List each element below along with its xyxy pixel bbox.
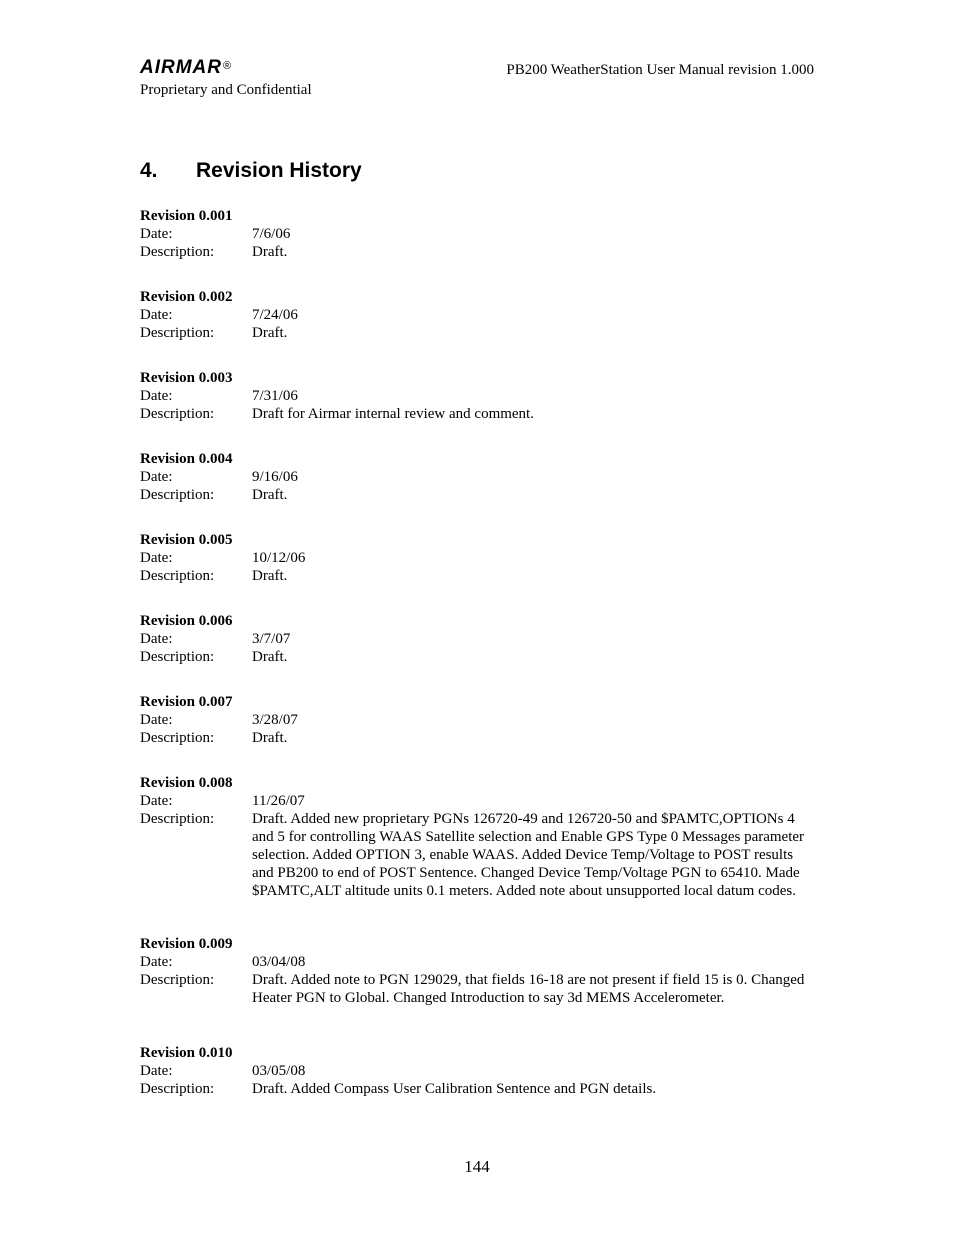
revision-entry [140, 1044, 814, 1098]
revision-description: Draft. Added new proprietary PGNs 126720-49 and 126720-50 and $PAMTC,OPTIONs 4 and 5 for controlling WAAS Satellite selection and Enable GPS Type 0 Messages parameter selection. Added OPTION 3, enable WAAS. Added Device Temp/Voltage to POST results and PB200 to end of POST Sentence. Changed Device Temp/Voltage PGN to 65410. Made $PAMTC,ALT altitude units 0.1 meters. Added note about unsupported local datum codes. [252, 811, 805, 899]
revision-title: Revision 0.005 [140, 532, 233, 548]
description-label: Description: [140, 325, 215, 341]
revision-date-row [140, 549, 814, 567]
revision-description-row [140, 324, 814, 342]
revision-date-row [140, 225, 814, 243]
revision-date: 3/7/07 [252, 631, 291, 647]
description-label: Description: [140, 406, 215, 422]
revision-description: Draft. [252, 649, 288, 665]
section-number: 4. [140, 159, 158, 182]
revision-title: Revision 0.006 [140, 613, 233, 629]
revision-title: Revision 0.009 [140, 936, 233, 952]
revision-entry [140, 612, 814, 666]
revision-date-row [140, 953, 814, 971]
revision-date-row [140, 792, 814, 810]
revision-description-row [140, 810, 814, 900]
date-label: Date: [140, 1063, 173, 1079]
date-label: Date: [140, 550, 173, 566]
revision-date-row [140, 306, 814, 324]
date-label: Date: [140, 712, 173, 728]
revision-description-row [140, 1080, 814, 1098]
revision-title: Revision 0.004 [140, 451, 233, 467]
revision-entry [140, 531, 814, 585]
revision-date-row [140, 1062, 814, 1080]
revision-date-row [140, 711, 814, 729]
revision-entry [140, 288, 814, 342]
revision-entry [140, 369, 814, 423]
section-title: Revision History [196, 159, 362, 182]
description-label: Description: [140, 972, 215, 988]
revision-date: 03/04/08 [252, 954, 306, 970]
revision-date-row [140, 387, 814, 405]
date-label: Date: [140, 307, 173, 323]
revision-date: 11/26/07 [252, 793, 305, 809]
description-label: Description: [140, 811, 215, 827]
revision-title: Revision 0.003 [140, 370, 233, 386]
revision-description-row [140, 648, 814, 666]
revision-description-row [140, 971, 814, 1007]
revision-date-row [140, 468, 814, 486]
revision-entry [140, 450, 814, 504]
revision-description: Draft. [252, 325, 288, 341]
revision-description: Draft. Added Compass User Calibration Sentence and PGN details. [252, 1081, 657, 1097]
airmar-logo: AIRMAR® [140, 57, 233, 78]
document-title: PB200 WeatherStation User Manual revision 1.000 [506, 62, 814, 78]
revision-date: 10/12/06 [252, 550, 306, 566]
revision-entry [140, 693, 814, 747]
revision-title: Revision 0.001 [140, 208, 233, 224]
revision-entry [140, 935, 814, 1007]
revision-description-row [140, 729, 814, 747]
confidentiality-notice: Proprietary and Confidential [140, 82, 312, 98]
revision-date: 7/24/06 [252, 307, 298, 323]
description-label: Description: [140, 1081, 215, 1097]
description-label: Description: [140, 244, 215, 260]
revision-description: Draft. [252, 568, 288, 584]
revision-description-row [140, 486, 814, 504]
revision-description-row [140, 567, 814, 585]
revision-title: Revision 0.010 [140, 1045, 233, 1061]
revision-description: Draft for Airmar internal review and comment. [252, 406, 534, 422]
revision-date-row [140, 630, 814, 648]
revision-title: Revision 0.007 [140, 694, 233, 710]
date-label: Date: [140, 954, 173, 970]
revision-date: 9/16/06 [252, 469, 298, 485]
revision-date: 7/31/06 [252, 388, 298, 404]
revision-description: Draft. [252, 244, 288, 260]
description-label: Description: [140, 568, 215, 584]
revision-date: 03/05/08 [252, 1063, 306, 1079]
date-label: Date: [140, 631, 173, 647]
date-label: Date: [140, 469, 173, 485]
page-number: 144 [464, 1157, 490, 1176]
revision-description: Draft. [252, 487, 288, 503]
revision-description: Draft. [252, 730, 288, 746]
revision-entry [140, 774, 814, 900]
date-label: Date: [140, 793, 173, 809]
revision-date: 7/6/06 [252, 226, 291, 242]
revision-entry [140, 207, 814, 261]
page-header [140, 56, 814, 106]
revision-date: 3/28/07 [252, 712, 298, 728]
revision-title: Revision 0.002 [140, 289, 233, 305]
date-label: Date: [140, 388, 173, 404]
date-label: Date: [140, 226, 173, 242]
revision-title: Revision 0.008 [140, 775, 233, 791]
registered-mark: ® [223, 60, 233, 72]
description-label: Description: [140, 487, 215, 503]
description-label: Description: [140, 649, 215, 665]
revision-description-row [140, 243, 814, 261]
revision-description-row [140, 405, 814, 423]
section-heading [140, 158, 362, 184]
description-label: Description: [140, 730, 215, 746]
revision-description: Draft. Added note to PGN 129029, that fields 16-18 are not present if field 15 is 0. Changed Heater PGN to Global. Changed Introduction to say 3d MEMS Accelerometer. [252, 972, 805, 1006]
